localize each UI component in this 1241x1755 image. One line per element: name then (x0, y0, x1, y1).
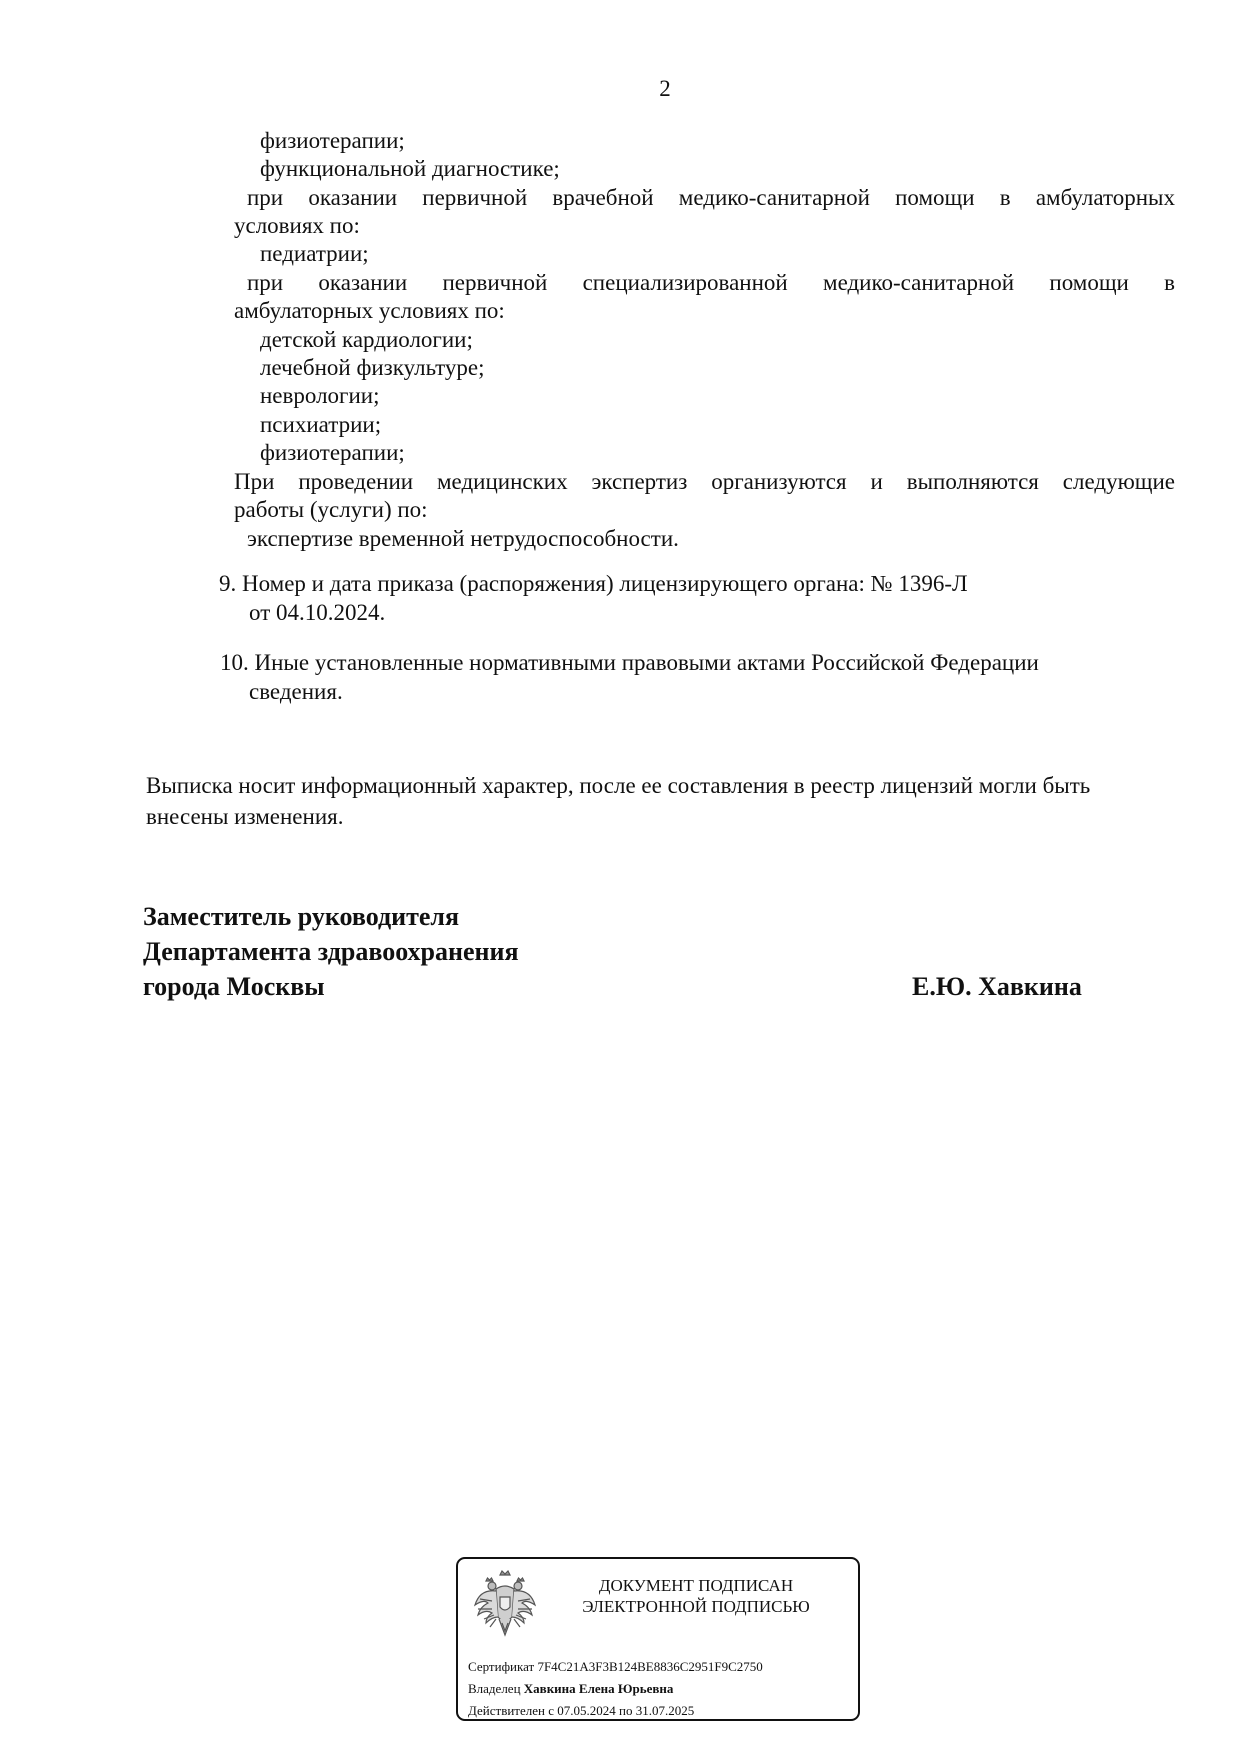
stamp-owner (468, 1681, 673, 1697)
item-9-date: от 04.10.2024. (249, 600, 386, 625)
certificate-value: 7F4C21A3F3B124BE8836C2951F9C2750 (537, 1659, 763, 1674)
coat-of-arms-icon (472, 1569, 538, 1643)
service-item: функциональной диагностике; (260, 156, 560, 181)
certificate-label: Сертификат (468, 1659, 535, 1674)
primary-care-intro-cont: условиях по: (234, 213, 360, 238)
signatory-name: Е.Ю. Хавкина (912, 972, 1082, 1001)
expertise-intro: При проведении медицинских экспертиз организуются и выполняются следующие (234, 469, 1175, 494)
item-9-order: 9. Номер и дата приказа (распоряжения) лицензирующего органа: № 1396-Л (219, 571, 968, 596)
owner-label: Владелец (468, 1681, 521, 1696)
expertise-item: экспертизе временной нетрудоспособности. (247, 526, 679, 551)
primary-care-intro: при оказании первичной врачебной медико-санитарной помощи в амбулаторных (247, 185, 1175, 210)
specialized-care-intro: при оказании первичной специализированной медико-санитарной помощи в (247, 270, 1175, 295)
stamp-title-line: ЭЛЕКТРОННОЙ ПОДПИСЬЮ (582, 1597, 810, 1616)
signatory-position: Департамента здравоохранения (143, 937, 519, 966)
stamp-certificate (468, 1659, 763, 1675)
signature-stamp (456, 1557, 860, 1721)
signatory-position: города Москвы (143, 972, 325, 1001)
item-10-other: 10. Иные установленные нормативными правовыми актами Российской Федерации (220, 650, 1039, 675)
informational-notice-cont: внесены изменения. (146, 804, 344, 829)
item-10-other-cont: сведения. (249, 679, 343, 704)
informational-notice: Выписка носит информационный характер, после ее составления в реестр лицензий могли быть (146, 773, 1091, 798)
specialized-care-intro-cont: амбулаторных условиях по: (234, 298, 505, 323)
specialized-care-item: лечебной физкультуре; (260, 355, 485, 380)
specialized-care-item: психиатрии; (260, 412, 382, 437)
stamp-validity: Действителен с 07.05.2024 по 31.07.2025 (468, 1703, 695, 1718)
signatory-position: Заместитель руководителя (143, 902, 460, 931)
owner-value: Хавкина Елена Юрьевна (523, 1681, 674, 1696)
specialized-care-item: неврологии; (260, 383, 380, 408)
expertise-intro-cont: работы (услуги) по: (234, 497, 428, 522)
specialized-care-item: физиотерапии; (260, 440, 405, 465)
primary-care-item: педиатрии; (260, 241, 369, 266)
stamp-title-line: ДОКУМЕНТ ПОДПИСАН (598, 1576, 794, 1595)
service-item: физиотерапии; (260, 128, 405, 153)
page-number: 2 (659, 76, 671, 101)
specialized-care-item: детской кардиологии; (260, 327, 473, 352)
